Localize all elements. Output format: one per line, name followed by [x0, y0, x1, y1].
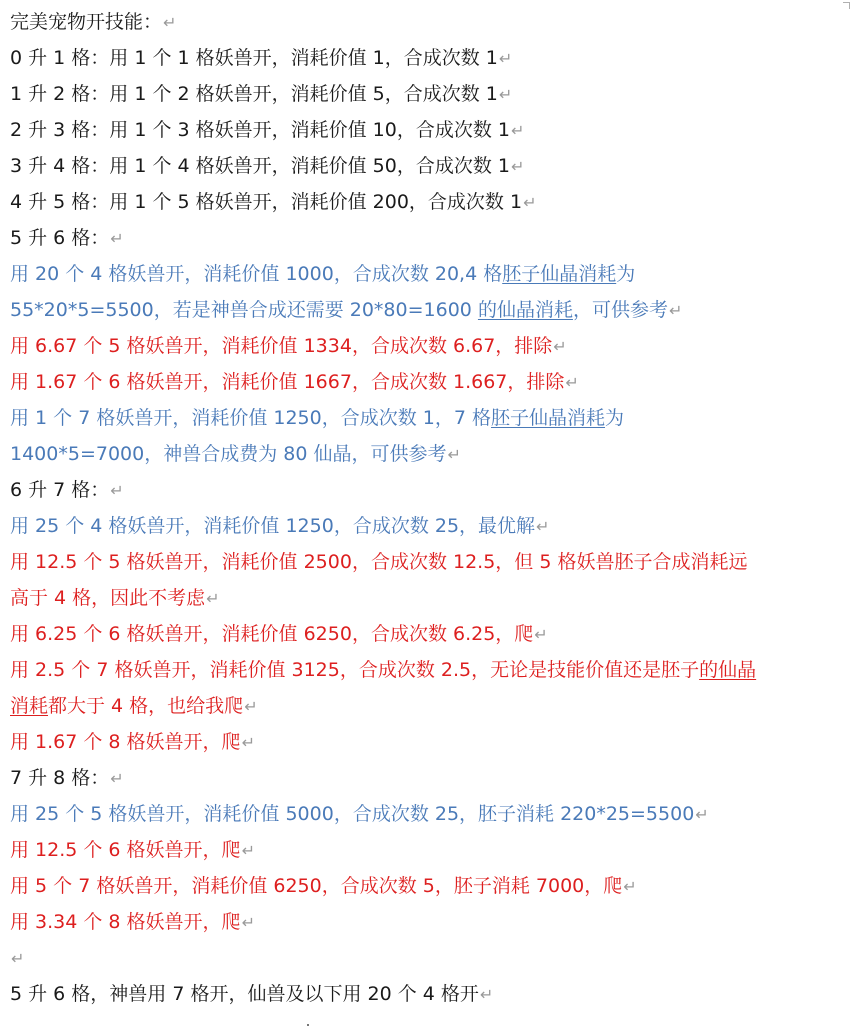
line-text: 用 5 个 7 格妖兽开，消耗价值 6250，合成次数 5，胚子消耗 7000，爬 [10, 875, 623, 897]
doc-line [10, 976, 848, 1012]
paragraph-mark-icon: ↵ [163, 13, 177, 32]
line-text: 6 升 7 格： [10, 479, 110, 501]
line-text: 用 6.25 个 6 格妖兽开，消耗价值 6250，合成次数 6.25，爬 [10, 623, 534, 645]
paragraph-mark-icon: ↵ [206, 589, 220, 608]
underlined-text: 的仙晶 [699, 659, 757, 681]
line-text: 5 升 6 格： [10, 227, 110, 249]
paragraph-mark-icon: ↵ [244, 697, 258, 716]
line-text: 用 3.34 个 8 格妖兽开，爬 [10, 911, 241, 933]
paragraph-mark-icon: ↵ [553, 337, 567, 356]
line-text: 55*20*5=5500，若是神兽合成还需要 20*80=1600 [10, 299, 478, 321]
underlined-text: 胚子仙晶消耗 [502, 263, 617, 285]
line-text: 用 1.67 个 8 格妖兽开，爬 [10, 731, 241, 753]
line-text: 0 升 1 格：用 1 个 1 格妖兽开，消耗价值 1，合成次数 1 [10, 47, 498, 69]
doc-line [10, 112, 848, 148]
paragraph-mark-icon: ↵ [523, 193, 537, 212]
paragraph-mark-icon: ↵ [565, 373, 579, 392]
doc-line [10, 508, 848, 544]
paragraph-mark-icon: ↵ [536, 517, 550, 536]
line-text: 用 25 个 4 格妖兽开，消耗价值 1250，合成次数 25，最优解 [10, 515, 536, 537]
doc-line [10, 868, 848, 904]
paragraph-mark-icon: ↵ [447, 445, 461, 464]
doc-line [10, 40, 848, 76]
paragraph-mark-icon: ↵ [110, 769, 124, 788]
doc-line [10, 940, 848, 976]
line-text: 用 1.67 个 6 格妖兽开，消耗价值 1667，合成次数 1.667，排除 [10, 371, 565, 393]
paragraph-mark-icon: ↵ [479, 985, 494, 1004]
paragraph-mark-icon: ↵ [498, 49, 513, 68]
doc-line [10, 220, 848, 256]
paragraph-mark-icon: ↵ [241, 841, 255, 860]
doc-line [10, 472, 848, 508]
doc-line [10, 904, 848, 940]
line-text: 用 25 个 5 格妖兽开，消耗价值 5000，合成次数 25，胚子消耗 220*25=5500 [10, 803, 695, 825]
doc-line [10, 76, 848, 112]
paragraph-mark-icon: ↵ [110, 481, 124, 500]
doc-line [10, 256, 848, 292]
doc-line [10, 148, 848, 184]
paragraph-mark-icon: ↵ [534, 625, 548, 644]
doc-line [10, 760, 848, 796]
line-text: 4 升 5 格：用 1 个 5 格妖兽开，消耗价值 200，合成次数 1 [10, 191, 523, 213]
line-text: 都大于 4 格，也给我爬 [48, 695, 244, 717]
line-text: 用 2.5 个 7 格妖兽开，消耗价值 3125，合成次数 2.5，无论是技能价值还是胚子 [10, 659, 700, 681]
paragraph-mark-icon: ↵ [241, 733, 255, 752]
doc-line [10, 436, 848, 472]
underlined-text: 胚子仙晶消耗 [491, 407, 606, 429]
line-text: 2 升 3 格：用 1 个 3 格妖兽开，消耗价值 10，合成次数 1 [10, 119, 510, 141]
paragraph-mark-icon: ↵ [11, 949, 25, 968]
paragraph-mark-icon: ↵ [510, 121, 525, 140]
line-text: ，可供参考 [572, 299, 668, 321]
doc-line [10, 400, 848, 436]
line-text: 用 6.67 个 5 格妖兽开，消耗价值 1334，合成次数 6.67，排除 [10, 335, 553, 357]
line-text: 用 12.5 个 6 格妖兽开，爬 [10, 839, 241, 861]
underlined-text: 消耗 [10, 695, 49, 717]
underlined-text: 的仙晶消耗 [477, 299, 573, 321]
doc-line [10, 292, 848, 328]
paragraph-mark-icon: ↵ [241, 913, 255, 932]
line-text: 1400*5=7000，神兽合成费为 80 仙晶，可供参考 [10, 443, 447, 465]
line-text: 用 1 个 7 格妖兽开，消耗价值 1250，合成次数 1，7 格 [10, 407, 491, 429]
doc-line [10, 544, 848, 580]
doc-line [10, 796, 848, 832]
line-text: 5 升 6 格，神兽用 7 格开，仙兽及以下用 20 个 4 格开 [10, 983, 479, 1005]
doc-line [10, 616, 848, 652]
doc-line [10, 832, 848, 868]
line-text: 为 [605, 407, 625, 429]
paragraph-mark-icon: ↵ [695, 805, 709, 824]
line-text: 为 [616, 263, 636, 285]
page-dot [307, 1024, 309, 1026]
line-text: 高于 4 格，因此不考虑 [10, 587, 206, 609]
doc-line [10, 328, 848, 364]
doc-line [10, 688, 848, 724]
line-text: 7 升 8 格： [10, 767, 110, 789]
doc-line [10, 364, 848, 400]
line-text: 3 升 4 格：用 1 个 4 格妖兽开，消耗价值 50，合成次数 1 [10, 155, 510, 177]
doc-line [10, 580, 848, 616]
document-body [10, 4, 848, 1012]
line-text: 1 升 2 格：用 1 个 2 格妖兽开，消耗价值 5，合成次数 1 [10, 83, 498, 105]
paragraph-mark-icon: ↵ [498, 85, 513, 104]
paragraph-mark-icon: ↵ [510, 157, 525, 176]
line-text: 用 12.5 个 5 格妖兽开，消耗价值 2500，合成次数 12.5，但 5 格妖兽胚子合成消耗远 [10, 551, 748, 573]
paragraph-mark-icon: ↵ [668, 301, 683, 320]
doc-line [10, 652, 848, 688]
line-text: 完美宠物开技能： [10, 11, 163, 33]
doc-line [10, 724, 848, 760]
doc-line [10, 4, 848, 40]
line-text: 用 20 个 4 格妖兽开，消耗价值 1000，合成次数 20,4 格 [10, 263, 503, 285]
paragraph-mark-icon: ↵ [110, 229, 124, 248]
doc-line [10, 184, 848, 220]
paragraph-mark-icon: ↵ [623, 877, 637, 896]
